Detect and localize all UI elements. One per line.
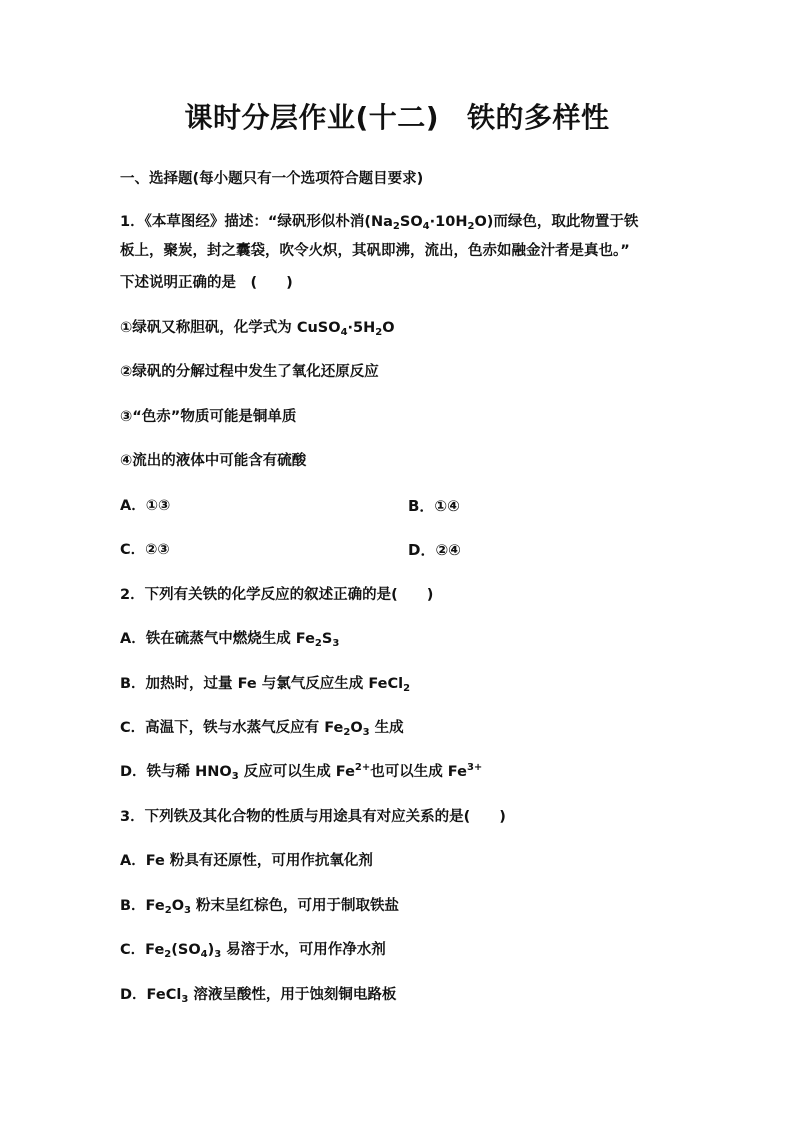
q1-statement-1: ①绿矾又称胆矾，化学式为 $CuSO_4\cdot 5H_2O$	[120, 320, 395, 338]
q1-line1: 1．《本草图经》描述：“绿矾形似朴消$(Na_2SO_4\cdot 10H_2O)$而绿色，取此物置于铁	[120, 214, 639, 232]
q1-option-c[interactable]: C．②③	[120, 542, 170, 558]
q3-stem: 3．下列铁及其化合物的性质与用途具有对应关系的是( )	[120, 809, 506, 825]
q1-line3: 下述说明正确的是 ( )	[120, 275, 293, 291]
q2-option-b[interactable]: B．加热时，过量 Fe 与氯气反应生成 FeCl$_2$	[120, 676, 411, 694]
q1-statement-3: ③“色赤”物质可能是铜单质	[120, 409, 297, 425]
q2-option-d[interactable]: D．铁与稀 $HNO_3$ 反应可以生成 $Fe^{2+}$也可以生成 $Fe^{3+}$	[120, 762, 483, 782]
page-title	[0, 96, 794, 136]
q3-option-d[interactable]: D．FeCl$_3$ 溶液呈酸性，用于蚀刻铜电路板	[120, 987, 397, 1005]
q3-option-c[interactable]: C．$Fe_2(SO_4)_3$ 易溶于水，可用作净水剂	[120, 942, 386, 960]
q1-statement-2: ②绿矾的分解过程中发生了氧化还原反应	[120, 364, 379, 380]
q3-option-b[interactable]: B．$Fe_2O_3$ 粉末呈红棕色，可用于制取铁盐	[120, 898, 400, 916]
q1-option-a[interactable]: A．①③	[120, 498, 171, 514]
q1-option-d[interactable]: D．②④	[408, 541, 461, 559]
q3-option-a[interactable]: A．Fe 粉具有还原性，可用作抗氧化剂	[120, 853, 373, 869]
section-heading: 一、选择题(每小题只有一个选项符合题目要求)	[120, 171, 424, 187]
title-main: 课时分层作业(十二)	[184, 101, 440, 134]
q1-statement-4: ④流出的液体中可能含有硫酸	[120, 453, 307, 469]
q1-option-b[interactable]: B．①④	[408, 497, 460, 515]
q2-stem: 2．下列有关铁的化学反应的叙述正确的是( )	[120, 587, 434, 603]
title-sub: 铁的多样性	[467, 101, 610, 134]
q2-option-a[interactable]: A．铁在硫蒸气中燃烧生成 $Fe_2S_3$	[120, 631, 340, 649]
q2-option-c[interactable]: C．高温下，铁与水蒸气反应有 $Fe_2O_3$ 生成	[120, 720, 404, 738]
q1-line2: 板上，聚炭，封之囊袋，吹令火炽，其矾即沸，流出，色赤如融金汁者是真也。”	[120, 243, 630, 259]
